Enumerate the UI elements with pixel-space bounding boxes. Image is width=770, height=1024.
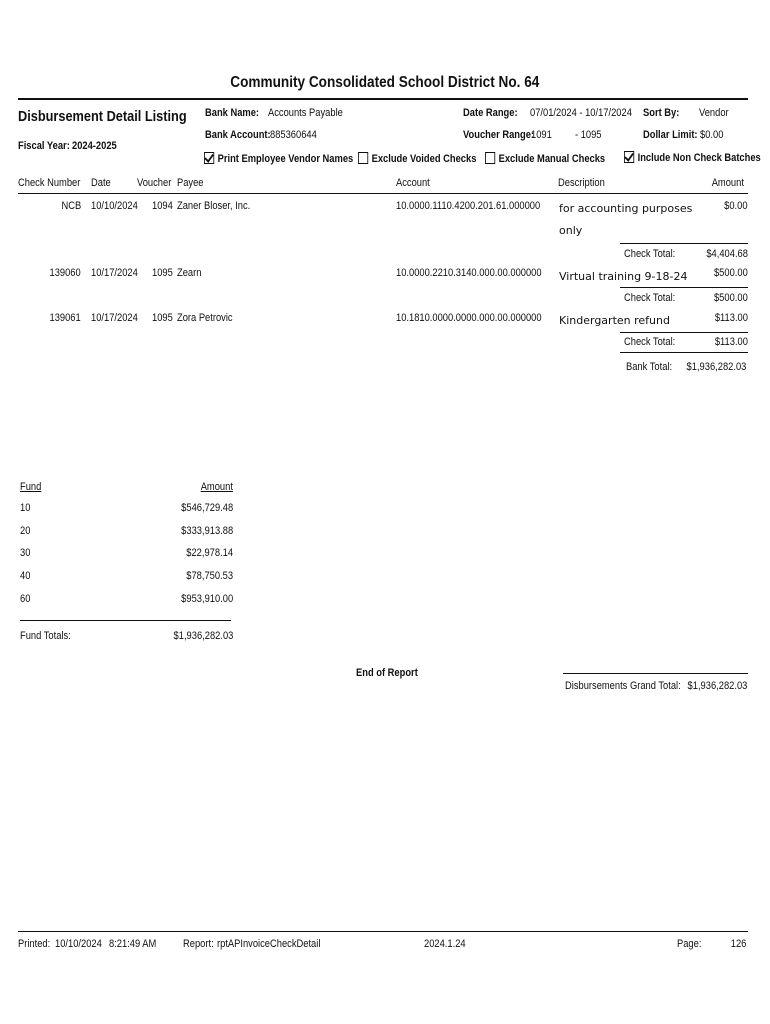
col-header-account: Account: [396, 177, 430, 189]
col-header-check-number: Check Number: [18, 177, 81, 189]
description-continued: only: [559, 224, 583, 237]
fund-amount: $78,750.53: [186, 570, 233, 582]
checkbox-unchecked-icon[interactable]: [358, 152, 368, 164]
payee: Zaner Bloser, Inc.: [177, 200, 251, 212]
fund-number: 10: [20, 502, 31, 514]
bank-name: Accounts Payable: [268, 107, 343, 119]
option-include-non-check-batches[interactable]: Include Non Check Batches: [624, 151, 761, 164]
check-total-label: Check Total:: [624, 292, 676, 304]
fund-amount: $333,913.88: [181, 525, 233, 537]
line-amount: $0.00: [724, 200, 748, 212]
check-date: 10/17/2024: [91, 312, 138, 324]
checkbox-checked-icon[interactable]: [624, 151, 634, 163]
date-range-label: Date Range:: [463, 107, 518, 119]
fund-amount-header: Amount: [200, 481, 233, 493]
bank-account-label: Bank Account:: [205, 129, 271, 141]
fiscal-year-label: Fiscal Year:: [18, 140, 70, 152]
dollar-limit-label: Dollar Limit:: [643, 129, 698, 141]
bank-account: 885360644: [270, 129, 317, 141]
sort-by-label: Sort By:: [643, 107, 680, 119]
header-rule: [18, 193, 748, 194]
check-number: 139060: [49, 267, 81, 279]
title-rule: [18, 98, 748, 100]
line-amount: $500.00: [714, 267, 748, 279]
check-date: 10/17/2024: [91, 267, 138, 279]
footer-report-label: Report:: [183, 938, 214, 950]
check-number: NCB: [61, 200, 81, 212]
report-name: Disbursement Detail Listing: [18, 108, 187, 125]
voucher-number: 1095: [152, 267, 173, 279]
option-print-employee-vendor-names[interactable]: Print Employee Vendor Names: [204, 152, 353, 165]
account: 10.1810.0000.0000.000.00.000000: [396, 312, 542, 324]
description: Virtual training 9-18-24: [559, 270, 688, 283]
fund-amount: $953,910.00: [181, 593, 233, 605]
check-number: 139061: [49, 312, 81, 324]
col-header-voucher: Voucher: [137, 177, 172, 189]
footer-rule: [18, 931, 748, 932]
fiscal-year: 2024-2025: [72, 140, 117, 152]
bank-name-label: Bank Name:: [205, 107, 260, 119]
bank-total-label: Bank Total:: [626, 361, 673, 373]
checkbox-unchecked-icon[interactable]: [485, 152, 495, 164]
col-header-date: Date: [91, 177, 111, 189]
fund-number: 30: [20, 547, 31, 559]
fund-totals-rule: [20, 620, 231, 621]
footer-printed-date: 10/10/2024: [55, 938, 102, 950]
col-header-description: Description: [558, 177, 605, 189]
footer-report-name: rptAPInvoiceCheckDetail: [217, 938, 321, 950]
fund-number: 40: [20, 570, 31, 582]
grand-total: $1,936,282.03: [687, 680, 747, 692]
line-amount: $113.00: [714, 312, 748, 324]
check-total: $500.00: [714, 292, 748, 304]
account: 10.0000.1110.4200.201.61.000000: [396, 200, 541, 212]
option-exclude-voided-checks[interactable]: Exclude Voided Checks: [358, 152, 476, 165]
check-total-label: Check Total:: [624, 336, 676, 348]
voucher-number: 1094: [152, 200, 173, 212]
sort-by: Vendor: [699, 107, 729, 119]
description: for accounting purposes: [559, 202, 693, 215]
check-total-rule: [620, 332, 748, 333]
fund-number: 20: [20, 525, 31, 537]
col-header-payee: Payee: [177, 177, 204, 189]
fund-amount: $546,729.48: [181, 502, 233, 514]
end-of-report: End of Report: [356, 667, 418, 679]
footer-version: 2024.1.24: [424, 938, 466, 950]
fund-header: Fund: [20, 481, 42, 493]
option-exclude-manual-checks[interactable]: Exclude Manual Checks: [485, 152, 605, 165]
check-total-double-rule: [620, 352, 748, 353]
voucher-range-to: - 1095: [575, 129, 602, 141]
dollar-limit: $0.00: [700, 129, 724, 141]
check-total-rule: [620, 243, 748, 244]
grand-total-label: Disbursements Grand Total:: [565, 680, 681, 692]
grand-total-rule: [563, 673, 748, 674]
voucher-range-label: Voucher Range:: [463, 129, 535, 141]
description: Kindergarten refund: [559, 314, 670, 327]
account: 10.0000.2210.3140.000.00.000000: [396, 267, 542, 279]
date-range: 07/01/2024 - 10/17/2024: [530, 107, 632, 119]
check-total-label: Check Total:: [624, 248, 676, 260]
fund-totals-amount: $1,936,282.03: [173, 630, 233, 642]
voucher-number: 1095: [152, 312, 173, 324]
payee: Zearn: [177, 267, 202, 279]
footer-printed-label: Printed:: [18, 938, 51, 950]
footer-printed-time: 8:21:49 AM: [109, 938, 157, 950]
fund-totals-label: Fund Totals:: [20, 630, 71, 642]
bank-total: $1,936,282.03: [686, 361, 746, 373]
footer-page-label: Page:: [677, 938, 702, 950]
check-date: 10/10/2024: [91, 200, 138, 212]
fund-number: 60: [20, 593, 31, 605]
check-total: $113.00: [714, 336, 748, 348]
footer-page-number: 126: [730, 938, 746, 950]
fund-amount: $22,978.14: [186, 547, 233, 559]
check-total: $4,404.68: [706, 248, 748, 260]
checkbox-checked-icon[interactable]: [204, 152, 214, 164]
district-title: Community Consolidated School District No. 64: [230, 74, 540, 91]
payee: Zora Petrovic: [177, 312, 233, 324]
check-total-rule: [620, 287, 748, 288]
col-header-amount: Amount: [711, 177, 744, 189]
voucher-range-from: 1091: [531, 129, 552, 141]
